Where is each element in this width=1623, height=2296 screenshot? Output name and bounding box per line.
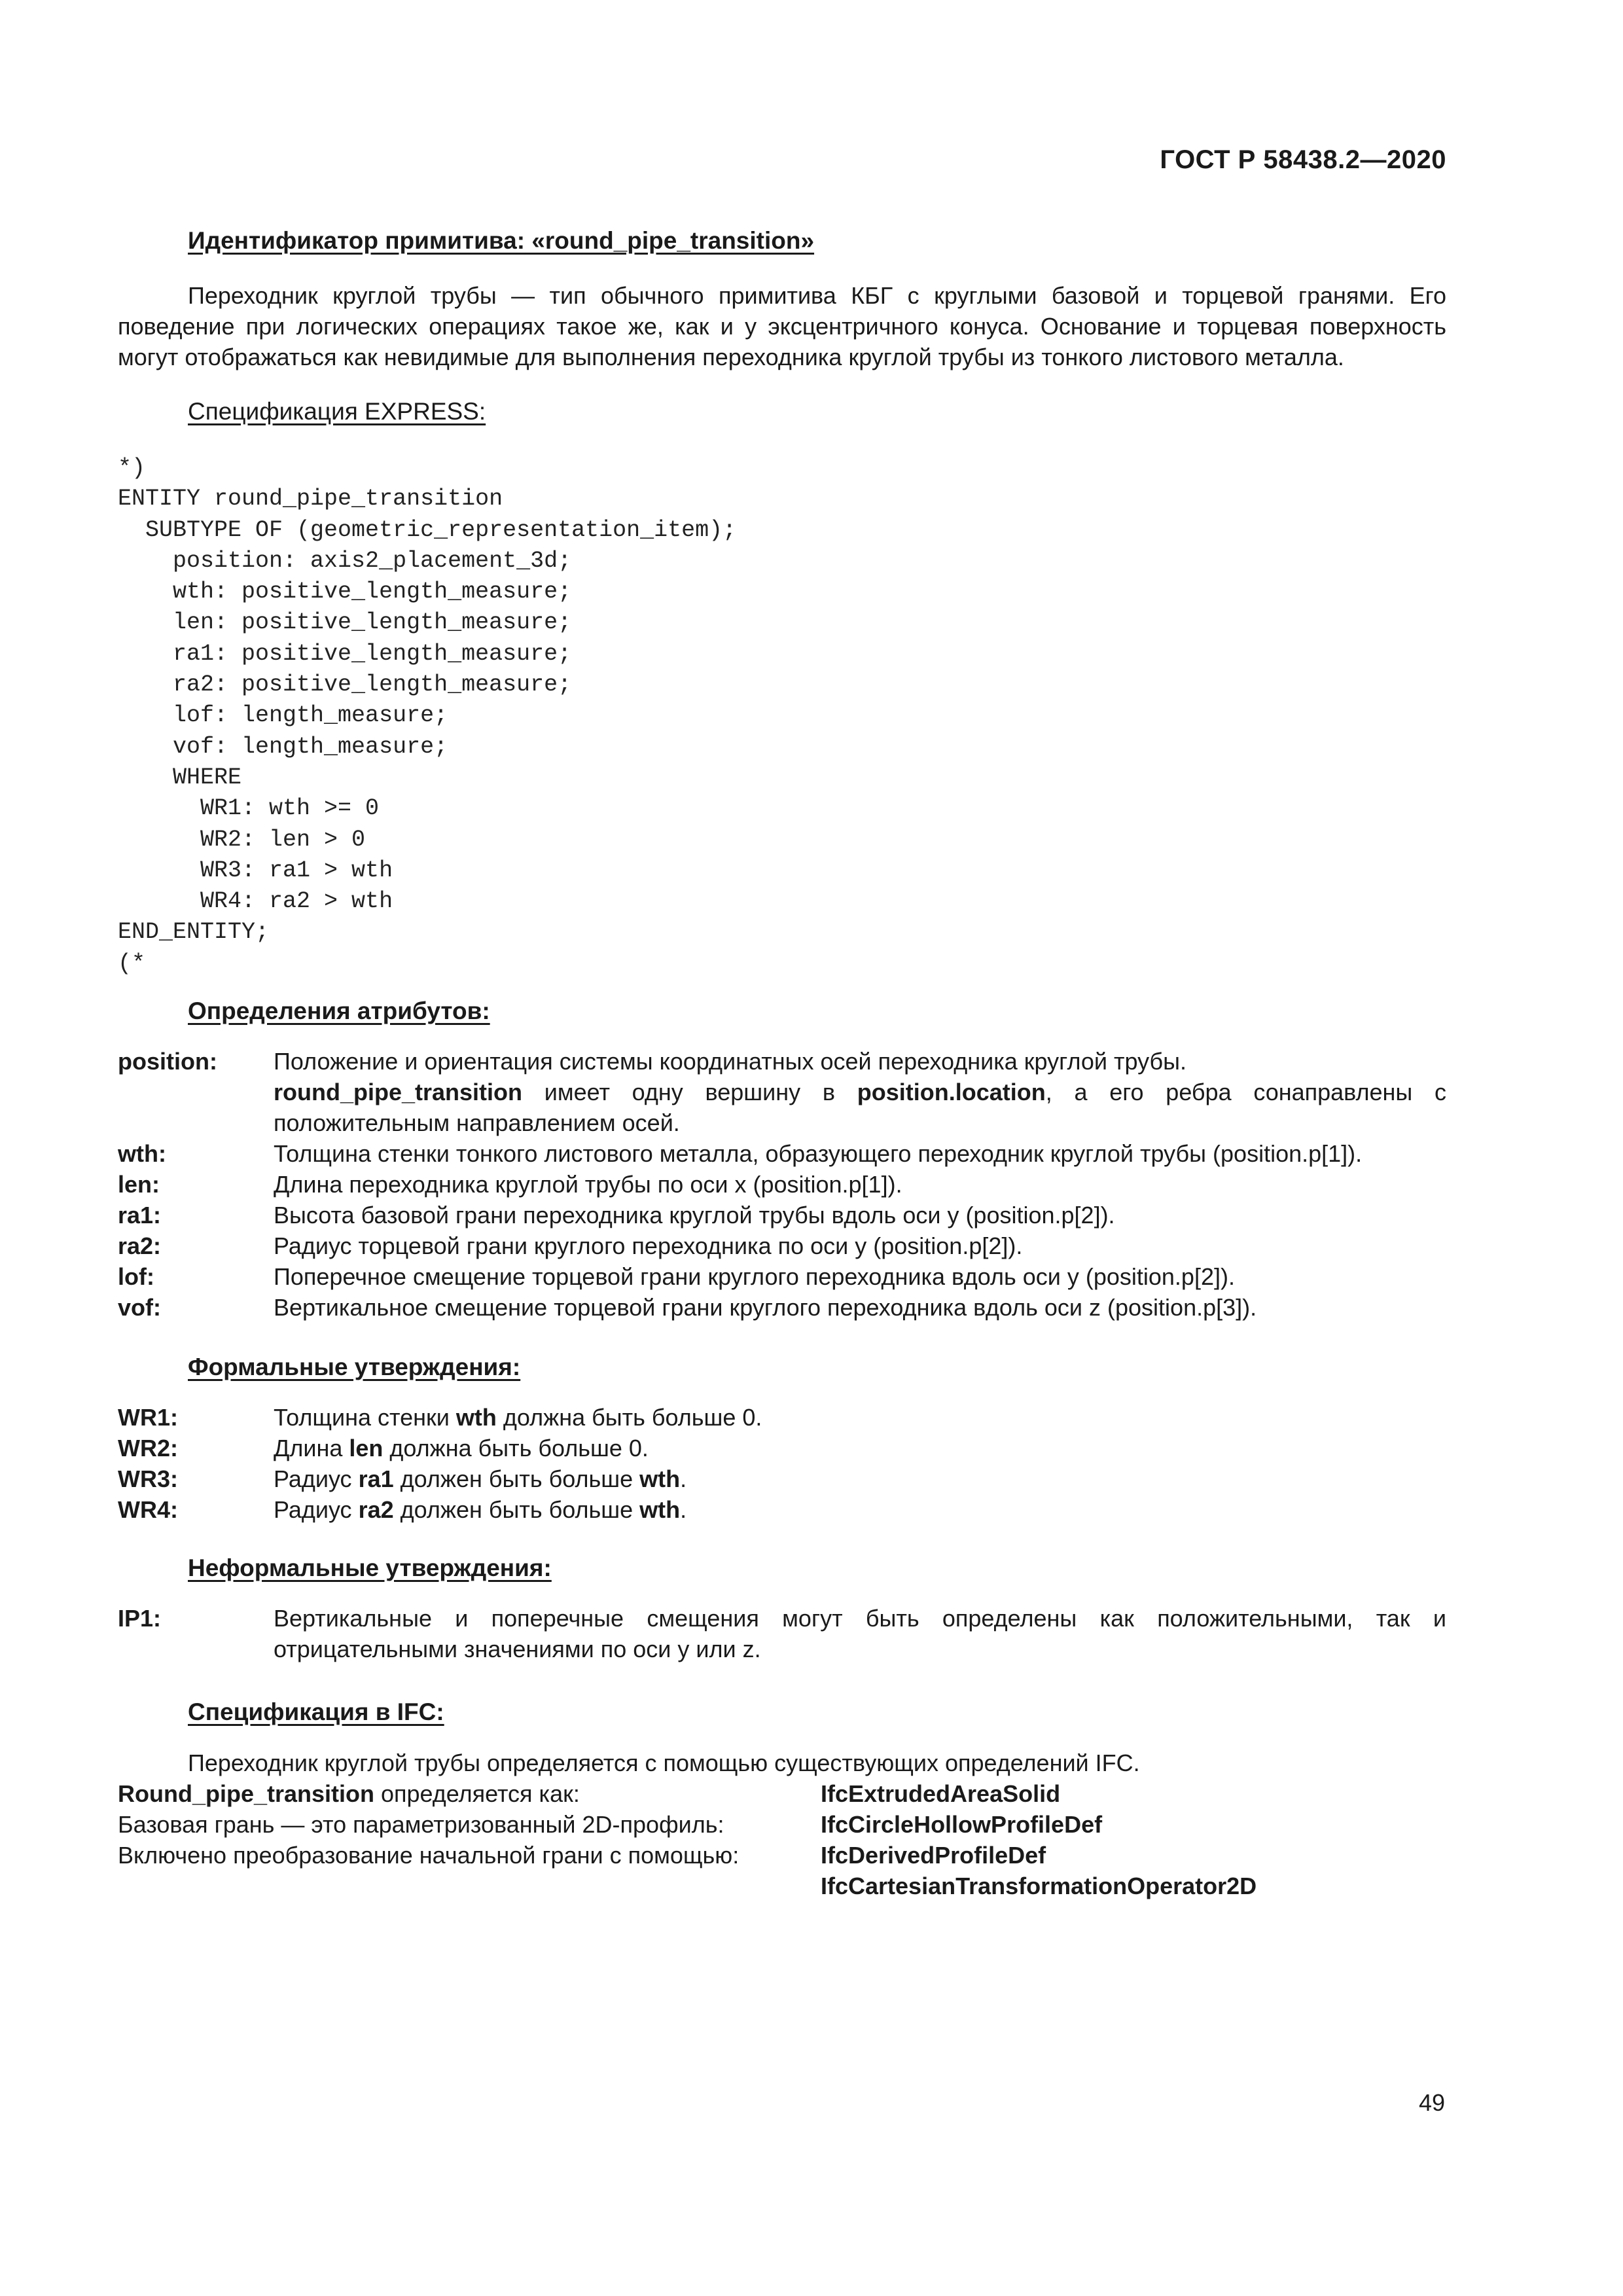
attribute-row <box>118 1169 1446 1200</box>
formal-row <box>118 1402 1446 1433</box>
code-line: WR3: ra1 > wth <box>118 857 393 884</box>
attribute-row <box>118 1046 1446 1138</box>
code-line: ENTITY round_pipe_transition <box>118 486 503 512</box>
attribute-row <box>118 1138 1446 1169</box>
informal-heading: Неформальные утверждения: <box>188 1554 552 1581</box>
page-number: 49 <box>1418 2089 1445 2116</box>
formal-desc: Толщина стенки wth должна быть больше 0. <box>274 1404 762 1431</box>
express-code-block <box>118 453 736 979</box>
attribute-row <box>118 1200 1446 1230</box>
attribute-term: position: <box>118 1048 217 1075</box>
code-line: len: positive_length_measure; <box>118 609 572 636</box>
ifc-row-value: IfcExtrudedAreaSolid <box>821 1780 1061 1807</box>
attribute-row <box>118 1292 1446 1323</box>
informal-desc: Вертикальные и поперечные смещения могут быть определены как положительными, так и отрицательными значениями по оси y или z. <box>274 1605 1446 1662</box>
ifc-row <box>118 1871 1257 1901</box>
formal-desc: Радиус ra2 должен быть больше wth. <box>274 1496 687 1523</box>
formal-heading: Формальные утверждения: <box>188 1354 521 1380</box>
attribute-term: len: <box>118 1171 160 1198</box>
formal-term: WR1: <box>118 1404 178 1431</box>
formal-term: WR2: <box>118 1435 178 1462</box>
attributes-list <box>118 1046 1446 1323</box>
intro-text: Переходник круглой трубы — тип обычного примитива КБГ с круглыми базовой и торцевой гранями. Его поведение при логических операциях такое же, как и у эксцентричного конуса. Основание и торцевая поверхность могут отображаться как невидимые для выполнения переходника круглой трубы из тонкого листового металла. <box>118 282 1446 370</box>
express-heading: Спецификация EXPRESS: <box>188 398 486 425</box>
attribute-term: ra2: <box>118 1232 162 1259</box>
code-line: SUBTYPE OF (geometric_representation_item); <box>118 516 737 543</box>
ifc-row-label <box>118 1871 821 1901</box>
attributes-heading: Определения атрибутов: <box>188 997 490 1024</box>
formal-list <box>118 1402 1446 1525</box>
intro-paragraph <box>118 280 1446 372</box>
code-line: ra2: positive_length_measure; <box>118 672 572 698</box>
attribute-row <box>118 1261 1446 1292</box>
ifc-row-label: Включено преобразование начальной грани с помощью: <box>118 1842 740 1869</box>
informal-list <box>118 1603 1446 1664</box>
code-line: WHERE <box>118 764 242 791</box>
attribute-term: lof: <box>118 1263 154 1290</box>
attribute-desc: Толщина стенки тонкого листового металла, образующего переходник круглой трубы (position.p[1]). <box>274 1140 1363 1167</box>
ifc-heading: Спецификация в IFC: <box>188 1698 444 1725</box>
code-line: WR2: len > 0 <box>118 826 366 853</box>
attribute-desc: Вертикальное смещение торцевой грани круглого переходника вдоль оси z (position.p[3]). <box>274 1294 1257 1321</box>
attribute-term: ra1: <box>118 1202 162 1229</box>
attribute-row <box>118 1230 1446 1261</box>
attribute-desc: Положение и ориентация системы координатных осей переходника круглой трубы. round_pipe_transition имеет одну вершину в position.location, а его ребра сонаправлены с положительным направлением осей. <box>274 1048 1446 1136</box>
ifc-row <box>118 1809 1257 1840</box>
ifc-intro: Переходник круглой трубы определяется с помощью существующих определений IFC. <box>188 1749 1140 1776</box>
formal-row <box>118 1494 1446 1525</box>
attribute-desc: Высота базовой грани переходника круглой трубы вдоль оси y (position.p[2]). <box>274 1202 1115 1229</box>
code-line: lof: length_measure; <box>118 702 448 729</box>
primitive-title: Идентификатор примитива: «round_pipe_transition» <box>188 227 815 254</box>
formal-desc: Длина len должна быть больше 0. <box>274 1435 649 1462</box>
ifc-row-value: IfcDerivedProfileDef <box>821 1842 1046 1869</box>
standard-header: ГОСТ Р 58438.2—2020 <box>1160 145 1446 174</box>
attribute-desc: Поперечное смещение торцевой грани круглого переходника вдоль оси y (position.p[2]). <box>274 1263 1235 1290</box>
code-line: *) <box>118 455 146 481</box>
attribute-term: vof: <box>118 1294 161 1321</box>
attribute-desc: Длина переходника круглой трубы по оси x (position.p[1]). <box>274 1171 902 1198</box>
code-line: WR1: wth >= 0 <box>118 795 380 822</box>
informal-term: IP1: <box>118 1605 162 1632</box>
ifc-mapping-table <box>118 1778 1257 1901</box>
code-line: vof: length_measure; <box>118 733 448 760</box>
formal-term: WR4: <box>118 1496 178 1523</box>
informal-row <box>118 1603 1446 1664</box>
ifc-row-label: Базовая грань — это параметризованный 2D-профиль: <box>118 1811 724 1838</box>
ifc-row <box>118 1778 1257 1809</box>
formal-row <box>118 1463 1446 1494</box>
attribute-desc: Радиус торцевой грани круглого переходника по оси y (position.p[2]). <box>274 1232 1023 1259</box>
code-line: WR4: ra2 > wth <box>118 888 393 915</box>
code-line: (* <box>118 950 146 977</box>
code-line: position: axis2_placement_3d; <box>118 547 572 574</box>
code-line: ra1: positive_length_measure; <box>118 640 572 667</box>
attribute-term: wth: <box>118 1140 166 1167</box>
formal-desc: Радиус ra1 должен быть больше wth. <box>274 1465 687 1492</box>
formal-row <box>118 1433 1446 1463</box>
code-line: wth: positive_length_measure; <box>118 579 572 605</box>
ifc-row-label: Round_pipe_transition определяется как: <box>118 1780 580 1807</box>
ifc-row-value: IfcCircleHollowProfileDef <box>821 1811 1103 1838</box>
ifc-row-value: IfcCartesianTransformationOperator2D <box>821 1873 1257 1899</box>
formal-term: WR3: <box>118 1465 178 1492</box>
code-line: END_ENTITY; <box>118 919 270 946</box>
ifc-row <box>118 1840 1257 1871</box>
